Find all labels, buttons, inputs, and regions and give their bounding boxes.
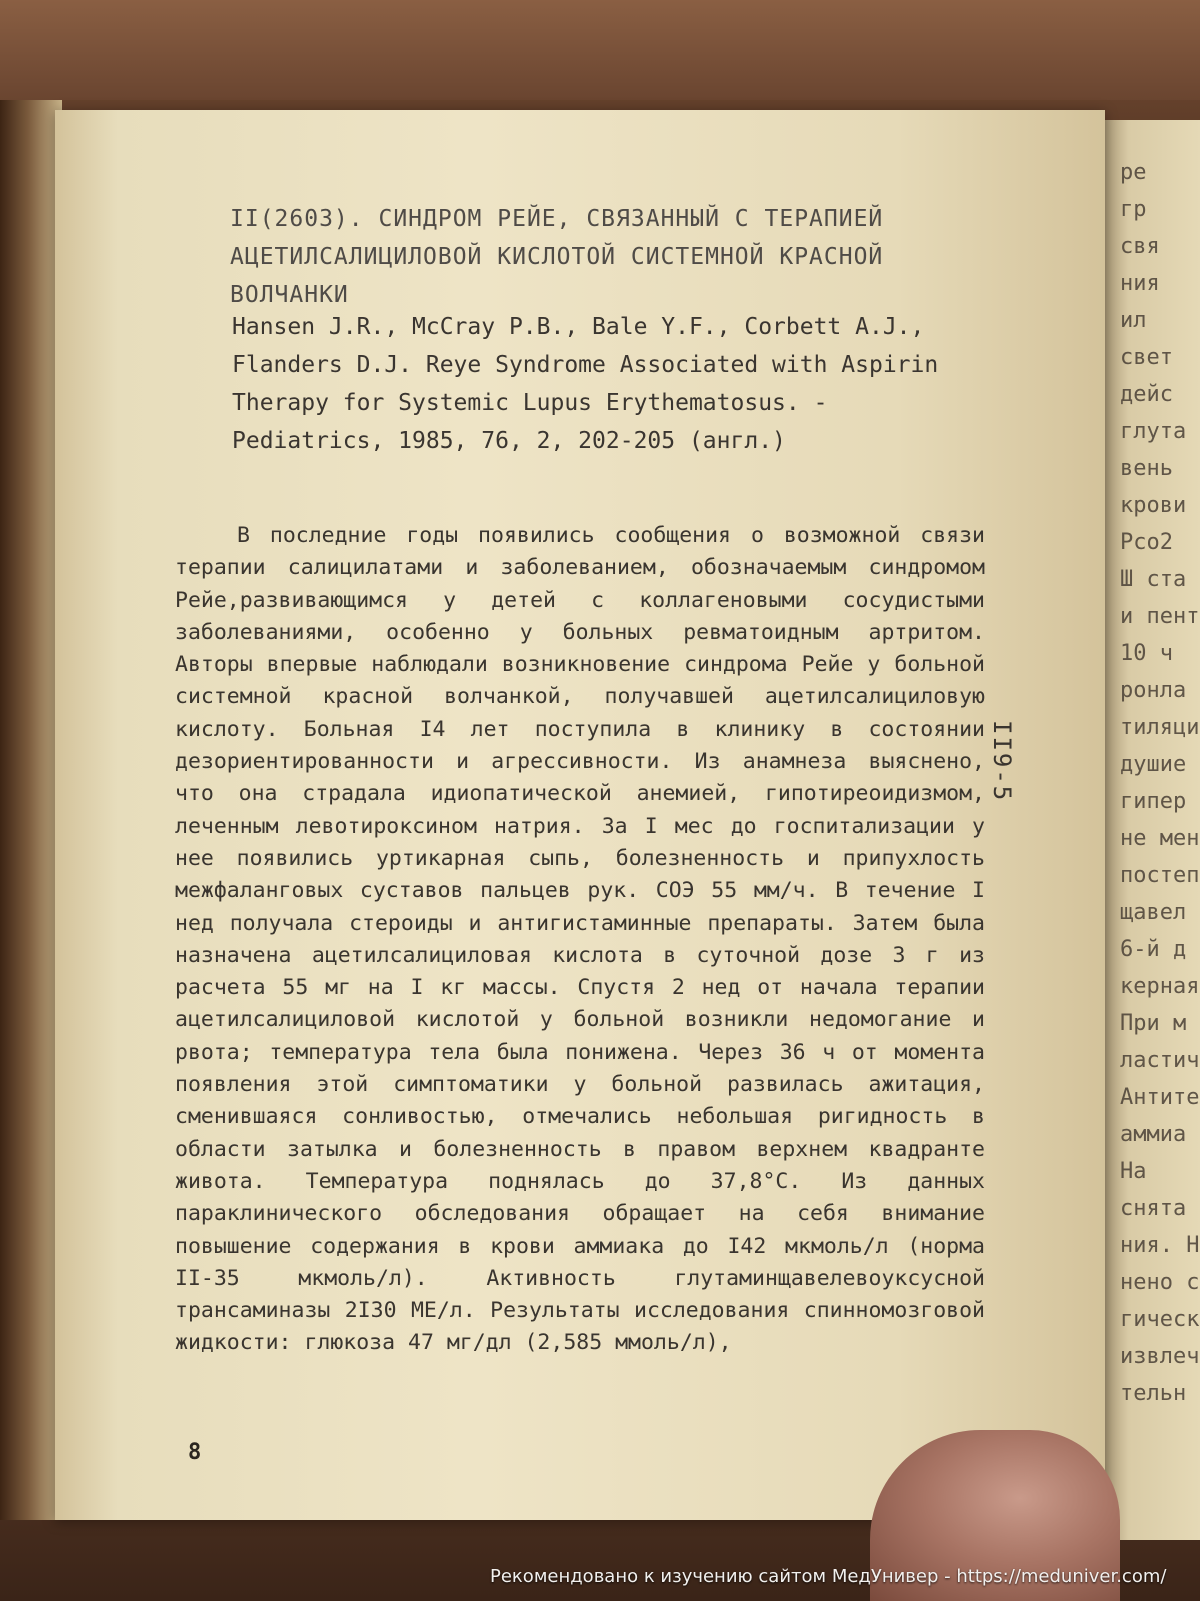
- adjacent-page-fragment: гическ: [1120, 1307, 1200, 1332]
- adjacent-page-fragment: душие: [1120, 752, 1187, 777]
- adjacent-page: [1098, 120, 1200, 1540]
- adjacent-page-fragment: гр: [1120, 197, 1147, 222]
- adjacent-page-fragment: снята: [1120, 1196, 1187, 1221]
- adjacent-page-fragment: свет: [1120, 345, 1173, 370]
- article-title: II(2603). СИНДРОМ РЕЙЕ, СВЯЗАННЫЙ С ТЕРАПИЕЙ АЦЕТИЛСАЛИЦИЛОВОЙ КИСЛОТОЙ СИСТЕМНОЙ КРАСНОЙ ВОЛЧАНКИ: [230, 206, 884, 308]
- book-spine: [0, 100, 62, 1520]
- adjacent-page-fragment: не мен: [1120, 826, 1200, 851]
- adjacent-page-fragment: щавел: [1120, 900, 1187, 925]
- adjacent-page-fragment: нено с: [1120, 1270, 1200, 1295]
- adjacent-page-fragment: извлеч: [1120, 1344, 1200, 1369]
- adjacent-page-fragment: и пент: [1120, 604, 1200, 629]
- adjacent-page-fragment: свя: [1120, 234, 1160, 259]
- adjacent-page-fragment: 10 ч: [1120, 641, 1173, 666]
- adjacent-page-fragment: тиляци: [1120, 715, 1200, 740]
- article-body-text: В последние годы появились сообщения о возможной связи терапии салицилатами и заболеванием, обозначаемым синдромом Рейе,развивающимся у детей с коллагеновыми сосудистыми заболеваниями, особенно у больных ревматоидным артритом. Авторы впервые наблюдали возникновение синдрома Рейе у больной системной красной волчанкой, получавшей ацетилсалициловую кислоту. Больная I4 лет поступила в клинику в состоянии дезориентированности и агрессивности. Из анамнеза выяснено, что она страдала идиопатической анемией, гипотиреоидизмом, леченным левотироксином натрия. За I мес до госпитализации у нее появились уртикарная сыпь, болезненность и припухлость межфаланговых суставов пальцев рук. СОЭ 55 мм/ч. В течение I нед получала стероиды и антигистаминные препараты. Затем была назначена ацетилсалициловая кислота в суточной дозе 3 г из расчета 55 мг на I кг массы. Спустя 2 нед от начала терапии ацетилсалициловой кислотой у больной возникли недомогание и рвота; температура тела была понижена. Через 36 ч от момента появления этой симптоматики у больной развилась ажитация, сменившаяся сонливостью, отмечались небольшая ригидность в области затылка и болезненность в правом верхнем квадранте живота. Температура поднялась до 37,8°С. Из данных параклинического обследования обращает на себя внимание повышение содержания в крови аммиака до I42 мкмоль/л (норма II-35 мкмоль/л). Активность глутаминщавелевоуксусной трансаминазы 2I30 МЕ/л. Результаты исследования спинномозговой жидкости: глюкоза 47 мг/дл (2,585 ммоль/л),: [175, 523, 985, 1356]
- page-number: 8: [188, 1440, 202, 1465]
- article-citation: Hansen J.R., McCray P.B., Bale Y.F., Corbett A.J., Flanders D.J. Reye Syndrome Associated with Aspirin Therapy for Systemic Lupus Erythematosus. - Pediatrics, 1985, 76, 2, 202-205 (англ.): [232, 314, 939, 454]
- adjacent-page-fragment: ил: [1120, 308, 1147, 333]
- adjacent-page-fragment: Антите: [1120, 1085, 1200, 1110]
- adjacent-page-fragment: На: [1120, 1159, 1147, 1184]
- adjacent-page-fragment: Pco2: [1120, 530, 1173, 555]
- article-body: [175, 520, 985, 1360]
- side-label: II9-5: [988, 720, 1016, 803]
- adjacent-page-fragment: вень: [1120, 456, 1173, 481]
- top-surface: [0, 0, 1200, 100]
- adjacent-page-fragment: Ш ста: [1120, 567, 1187, 592]
- adjacent-page-fragment: ния. Н: [1120, 1233, 1200, 1258]
- adjacent-page-fragment: ронла: [1120, 678, 1187, 703]
- adjacent-page-fragment: 6-й д: [1120, 937, 1187, 962]
- adjacent-page-fragment: керная: [1120, 974, 1200, 999]
- adjacent-page-fragment: гипер: [1120, 789, 1187, 814]
- adjacent-page-fragment: крови: [1120, 493, 1187, 518]
- watermark: Рекомендовано к изучению сайтом МедУнивер - https://meduniver.com/: [490, 1566, 1167, 1587]
- adjacent-page-fragment: аммиа: [1120, 1122, 1187, 1147]
- adjacent-page-fragment: тельн: [1120, 1381, 1187, 1406]
- adjacent-page-fragment: ре: [1120, 160, 1147, 185]
- adjacent-page-fragment: глута: [1120, 419, 1187, 444]
- adjacent-page-fragment: постеп: [1120, 863, 1200, 888]
- adjacent-page-fragment: При м: [1120, 1011, 1187, 1036]
- adjacent-page-fragment: ластич: [1120, 1048, 1200, 1073]
- adjacent-page-fragment: дейс: [1120, 382, 1173, 407]
- adjacent-page-fragment: ния: [1120, 271, 1160, 296]
